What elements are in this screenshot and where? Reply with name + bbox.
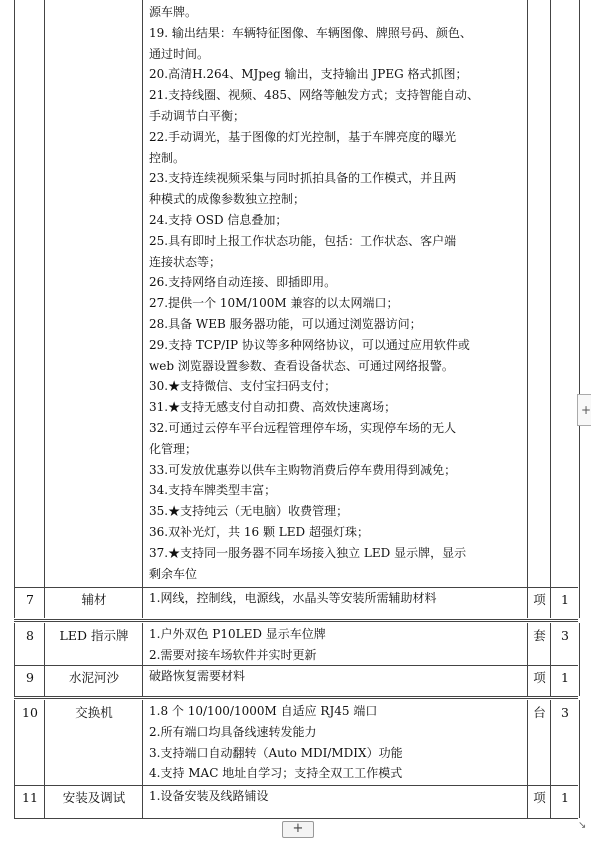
table-bottom-border bbox=[14, 818, 578, 819]
cell-qty bbox=[550, 665, 580, 696]
cell-no-text: 7 bbox=[26, 592, 34, 607]
cell-qty-text: 1 bbox=[561, 670, 569, 685]
cell-name-text: 安装及调试 bbox=[62, 790, 126, 805]
spec-line: 34.支持车牌类型丰富； bbox=[149, 483, 277, 498]
spec-line: 种模式的成像参数独立控制； bbox=[149, 192, 306, 207]
cell-qty-text: 1 bbox=[561, 592, 569, 607]
cell-qty bbox=[550, 785, 580, 818]
cell-unit bbox=[527, 587, 551, 618]
cell-spec bbox=[142, 623, 528, 665]
spec-line: 30.★支持微信、支付宝扫码支付； bbox=[149, 379, 337, 394]
spec-line: 控制。 bbox=[149, 150, 186, 165]
spec-line: 29.支持 TCP/IP 协议等多种网络协议，可以通过应用软件或 bbox=[149, 337, 470, 352]
cell-no-text: 10 bbox=[22, 705, 38, 720]
cell-unit bbox=[527, 785, 551, 818]
spec-line: 通过时间。 bbox=[149, 46, 210, 61]
spec-lines bbox=[149, 624, 524, 666]
spec-line: 源车牌。 bbox=[149, 5, 198, 19]
spec-line: 32.可通过云停车平台远程管理停车场，实现停车场的无人 bbox=[149, 420, 457, 435]
spec-line: 1.网线，控制线，电源线，水晶头等安装所需辅助材料 bbox=[149, 591, 437, 605]
table-row bbox=[14, 785, 578, 818]
cell-no bbox=[14, 785, 45, 818]
cell-unit-text: 台 bbox=[533, 705, 546, 720]
cell-name bbox=[44, 700, 143, 785]
spec-line: 1.设备安装及线路铺设 bbox=[149, 789, 269, 803]
table-row bbox=[14, 700, 578, 785]
row-divider bbox=[14, 665, 578, 666]
add-row-button[interactable]: + bbox=[282, 821, 314, 838]
row-divider bbox=[14, 619, 578, 622]
spec-line: 连接状态等； bbox=[149, 254, 222, 269]
cell-name bbox=[44, 0, 143, 587]
spec-line: 26.支持网络自动连接、即插即用。 bbox=[149, 275, 337, 290]
spec-line: 19. 输出结果：车辆特征图像、车辆图像、牌照号码、颜色、 bbox=[149, 25, 472, 40]
spec-lines bbox=[149, 701, 524, 784]
spec-line: 28.具备 WEB 服务器功能，可以通过浏览器访问； bbox=[149, 316, 422, 331]
cell-qty bbox=[550, 0, 580, 587]
table-row bbox=[14, 665, 578, 696]
spec-line: 4.支持 MAC 地址自学习；支持全双工工作模式 bbox=[149, 766, 403, 781]
spec-lines bbox=[149, 786, 524, 807]
cell-no bbox=[14, 623, 45, 665]
resize-handle-icon[interactable]: ↘ bbox=[578, 820, 587, 831]
cell-name-text: 交换机 bbox=[75, 705, 113, 720]
spec-line: 20.高清H.264、MJpeg 输出，支持输出 JPEG 格式抓图； bbox=[149, 67, 468, 82]
cell-qty bbox=[550, 700, 580, 785]
cell-qty-text: 1 bbox=[561, 790, 569, 805]
spec-lines bbox=[149, 2, 524, 584]
cell-name bbox=[44, 665, 143, 696]
cell-unit-text: 项 bbox=[533, 670, 546, 685]
cell-qty bbox=[550, 587, 580, 618]
cell-qty-text: 3 bbox=[561, 705, 569, 720]
spec-line: 23.支持连续视频采集与同时抓拍具备的工作模式，并且两 bbox=[149, 171, 457, 186]
table-row bbox=[14, 623, 578, 665]
cell-name-text: 辅材 bbox=[81, 592, 107, 607]
cell-unit bbox=[527, 700, 551, 785]
row-divider bbox=[14, 587, 578, 588]
spec-line: 24.支持 OSD 信息叠加； bbox=[149, 212, 288, 227]
spec-line: 化管理； bbox=[149, 441, 198, 456]
cell-no bbox=[14, 665, 45, 696]
cell-no-text: 11 bbox=[22, 790, 38, 805]
spec-lines bbox=[149, 588, 524, 609]
cell-no bbox=[14, 700, 45, 785]
spec-line: 36.双补光灯，共 16 颗 LED 超强灯珠； bbox=[149, 524, 369, 539]
cell-unit-text: 套 bbox=[533, 628, 546, 643]
cell-name bbox=[44, 623, 143, 665]
spec-line: 35.★支持纯云（无电脑）收费管理； bbox=[149, 504, 349, 519]
spec-line: 25.具有即时上报工作状态功能，包括：工作状态、客户端 bbox=[149, 233, 457, 248]
spec-line: 破路恢复需要材料 bbox=[149, 669, 246, 683]
spec-line: 31.★支持无感支付自动扣费、高效快速离场； bbox=[149, 400, 397, 415]
spec-line: 2.所有端口均具备线速转发能力 bbox=[149, 724, 317, 739]
spec-line: 1.户外双色 P10LED 显示车位牌 bbox=[149, 627, 326, 641]
spec-line: web 浏览器设置参数、查看设备状态、可通过网络报警。 bbox=[149, 358, 454, 373]
cell-spec bbox=[142, 785, 528, 818]
cell-no-text: 8 bbox=[26, 628, 34, 643]
cell-spec bbox=[142, 665, 528, 696]
cell-unit bbox=[527, 665, 551, 696]
cell-unit-text: 项 bbox=[533, 592, 546, 607]
spec-line: 22.手动调光，基于图像的灯光控制，基于车牌亮度的曝光 bbox=[149, 129, 457, 144]
spec-line: 37.★支持同一服务器不同车场接入独立 LED 显示牌，显示 bbox=[149, 545, 467, 560]
cell-no-text: 9 bbox=[26, 670, 34, 685]
spec-line: 1.8 个 10/100/1000M 自适应 RJ45 端口 bbox=[149, 704, 378, 718]
cell-no bbox=[14, 0, 45, 587]
cell-name bbox=[44, 785, 143, 818]
cell-name-text: 水泥河沙 bbox=[68, 670, 119, 685]
cell-spec bbox=[142, 0, 528, 587]
cell-unit-text: 项 bbox=[533, 790, 546, 805]
table-row bbox=[14, 587, 578, 618]
cell-spec bbox=[142, 587, 528, 618]
cell-spec bbox=[142, 700, 528, 785]
spec-line: 21.支持线圈、视频、485、网络等触发方式；支持智能自动、 bbox=[149, 88, 479, 103]
row-divider bbox=[14, 785, 578, 786]
spec-line: 27.提供一个 10M/100M 兼容的以太网端口； bbox=[149, 296, 399, 311]
table-row-continuation bbox=[14, 0, 578, 587]
cell-unit bbox=[527, 0, 551, 587]
row-divider bbox=[14, 696, 578, 699]
cell-name bbox=[44, 587, 143, 618]
spec-line: 手动调节白平衡； bbox=[149, 108, 246, 123]
spec-lines bbox=[149, 666, 524, 687]
cell-name-text: LED 指示牌 bbox=[59, 628, 129, 643]
cell-no bbox=[14, 587, 45, 618]
spec-line: 3.支持端口自动翻转（Auto MDI/MDIX）功能 bbox=[149, 745, 403, 760]
cell-unit bbox=[527, 623, 551, 665]
spec-line: 33.可发放优惠券以供车主购物消费后停车费用得到减免； bbox=[149, 462, 457, 477]
spec-line: 2.需要对接车场软件并实时更新 bbox=[149, 647, 317, 662]
cell-qty-text: 3 bbox=[561, 628, 569, 643]
side-add-handle[interactable]: + bbox=[577, 394, 591, 426]
cell-qty bbox=[550, 623, 580, 665]
spec-line: 剩余车位 bbox=[149, 566, 198, 581]
